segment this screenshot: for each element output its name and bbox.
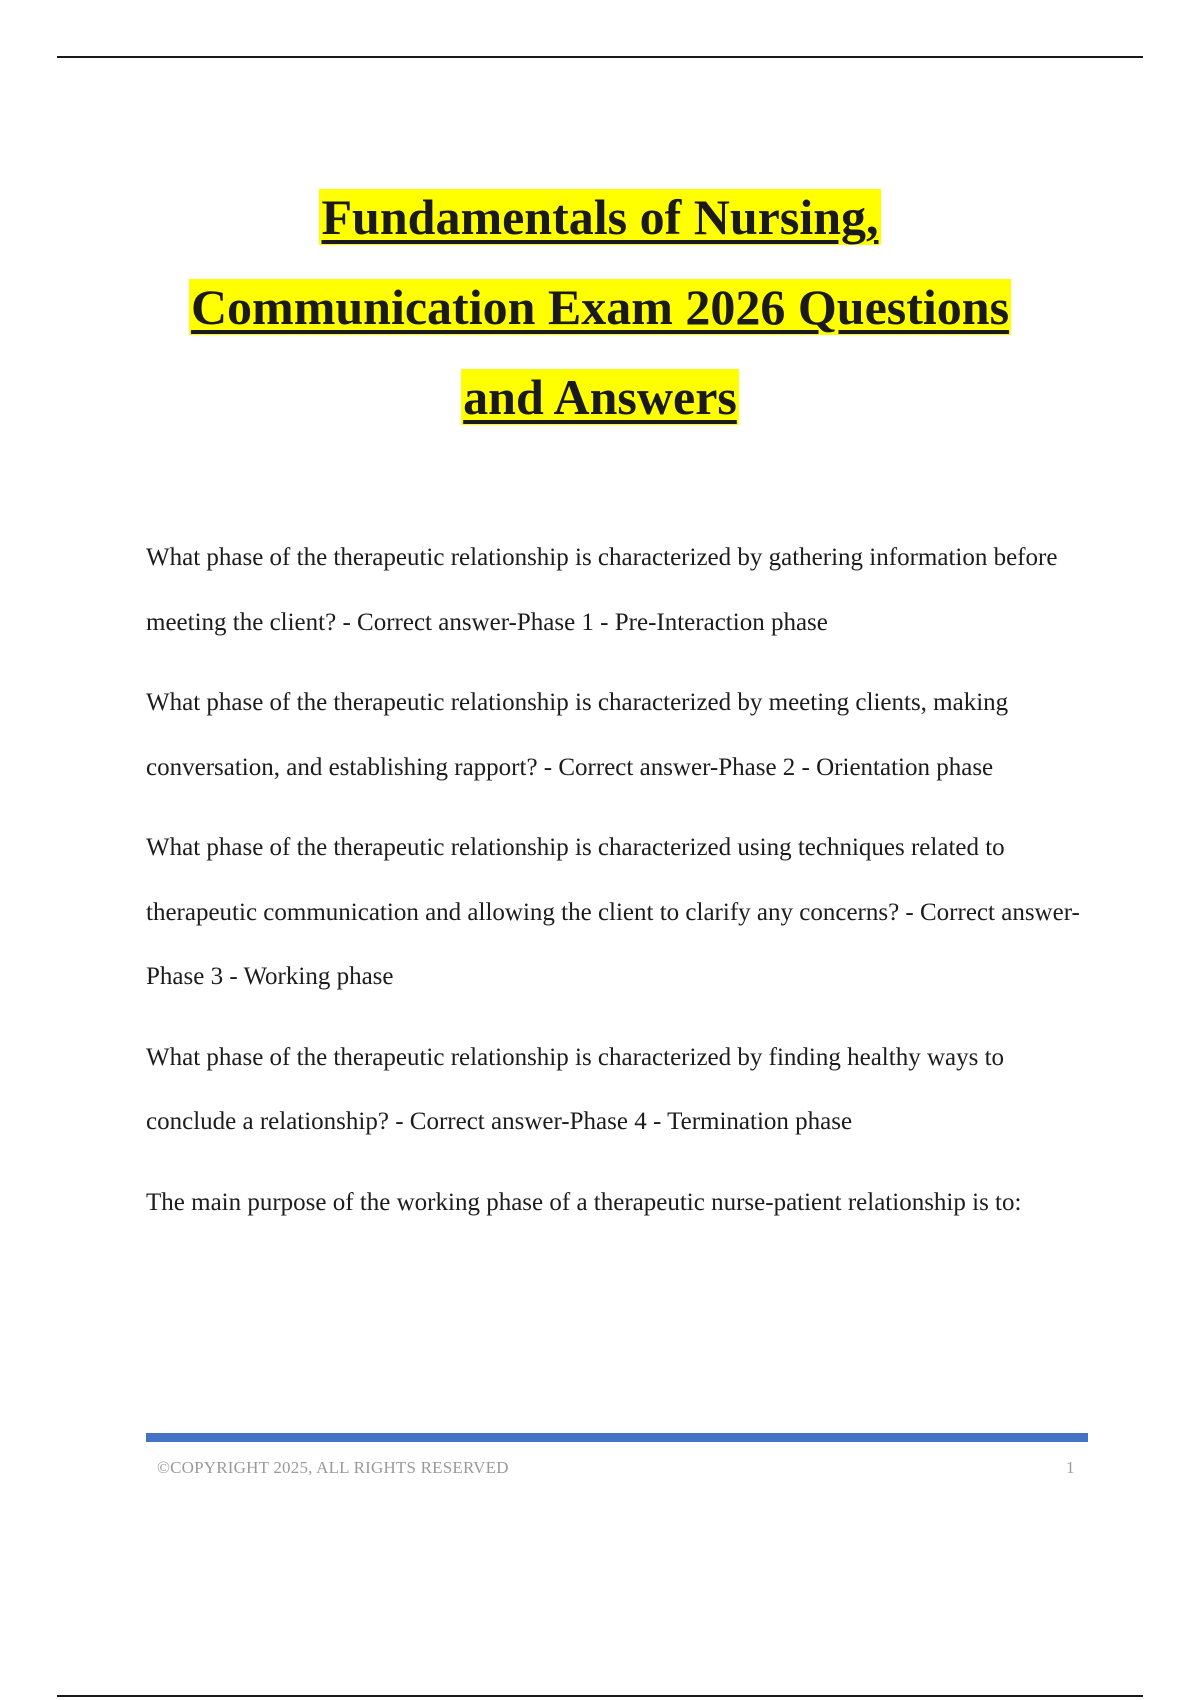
page-title [0, 172, 1200, 442]
footer-page-number: 1 [1066, 1458, 1075, 1477]
qa-item-4: What phase of the therapeutic relationship is characterized by finding healthy ways to conclude a relationship? - Correct answer-Phase 4 - Termination phase [146, 1043, 1005, 1135]
title-line-1: Fundamentals of Nursing, [321, 189, 879, 245]
qa-item-3: What phase of the therapeutic relationship is characterized using techniques related to therapeutic communication and allowing the client to clarify any concerns? - Correct answer-Phase 3 - Working phase [146, 834, 1080, 990]
footer-accent-bar [146, 1433, 1088, 1442]
footer-copyright: ©COPYRIGHT 2025, ALL RIGHTS RESERVED [157, 1458, 509, 1477]
qa-item-1: What phase of the therapeutic relationship is characterized by gathering information before meeting the client? - Correct answer-Phase 1 - Pre-Interaction phase [146, 544, 1058, 636]
qa-item-2: What phase of the therapeutic relationship is characterized by meeting clients, making conversation, and establishing rapport? - Correct answer-Phase 2 - Orientation phase [146, 689, 1009, 781]
qa-list [146, 526, 1096, 1251]
top-border-rule [57, 56, 1143, 58]
title-line-3: and Answers [463, 369, 737, 425]
title-line-2: Communication Exam 2026 Questions [190, 279, 1010, 335]
bottom-border-rule [57, 1695, 1143, 1697]
qa-item-5: The main purpose of the working phase of a therapeutic nurse-patient relationship is to: [146, 1188, 1022, 1216]
